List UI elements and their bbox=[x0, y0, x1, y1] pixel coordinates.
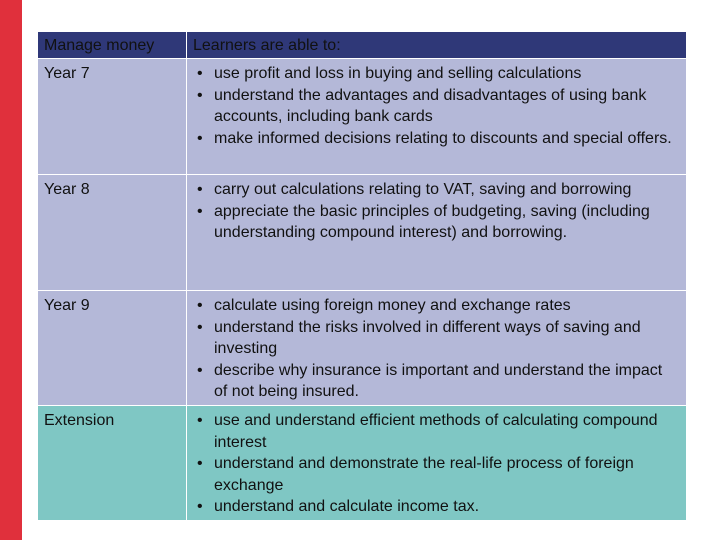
table-row-year-8 bbox=[38, 175, 687, 291]
list-item: • make informed decisions relating to discounts and special offers. bbox=[193, 128, 680, 150]
list-item: • understand and demonstrate the real-life process of foreign exchange bbox=[193, 453, 680, 496]
list-item: • calculate using foreign money and exchange rates bbox=[193, 295, 680, 317]
list-item: • understand and calculate income tax. bbox=[193, 496, 680, 518]
header-topic: Manage money bbox=[38, 32, 187, 59]
row-label: Year 8 bbox=[38, 175, 187, 291]
row-points bbox=[187, 59, 687, 175]
list-item: • use and understand efficient methods of calculating compound interest bbox=[193, 410, 680, 453]
list-item: • understand the advantages and disadvantages of using bank accounts, including bank cards bbox=[193, 85, 680, 128]
list-item: • appreciate the basic principles of budgeting, saving (including understanding compound interest) and borrowing. bbox=[193, 201, 680, 244]
list-item: • describe why insurance is important and understand the impact of not being insured. bbox=[193, 360, 680, 403]
side-accent-bar bbox=[0, 0, 22, 540]
table-row-year-7 bbox=[38, 59, 687, 175]
list-item: • understand the risks involved in different ways of saving and investing bbox=[193, 317, 680, 360]
curriculum-table bbox=[37, 31, 687, 521]
table-row-year-9 bbox=[38, 291, 687, 406]
header-row bbox=[38, 32, 687, 59]
row-label: Year 9 bbox=[38, 291, 187, 406]
row-points bbox=[187, 175, 687, 291]
row-points bbox=[187, 406, 687, 521]
row-label: Extension bbox=[38, 406, 187, 521]
header-outcomes: Learners are able to: bbox=[187, 32, 687, 59]
row-label: Year 7 bbox=[38, 59, 187, 175]
row-points bbox=[187, 291, 687, 406]
table-row-extension bbox=[38, 406, 687, 521]
list-item: • use profit and loss in buying and selling calculations bbox=[193, 63, 680, 85]
list-item: • carry out calculations relating to VAT, saving and borrowing bbox=[193, 179, 680, 201]
